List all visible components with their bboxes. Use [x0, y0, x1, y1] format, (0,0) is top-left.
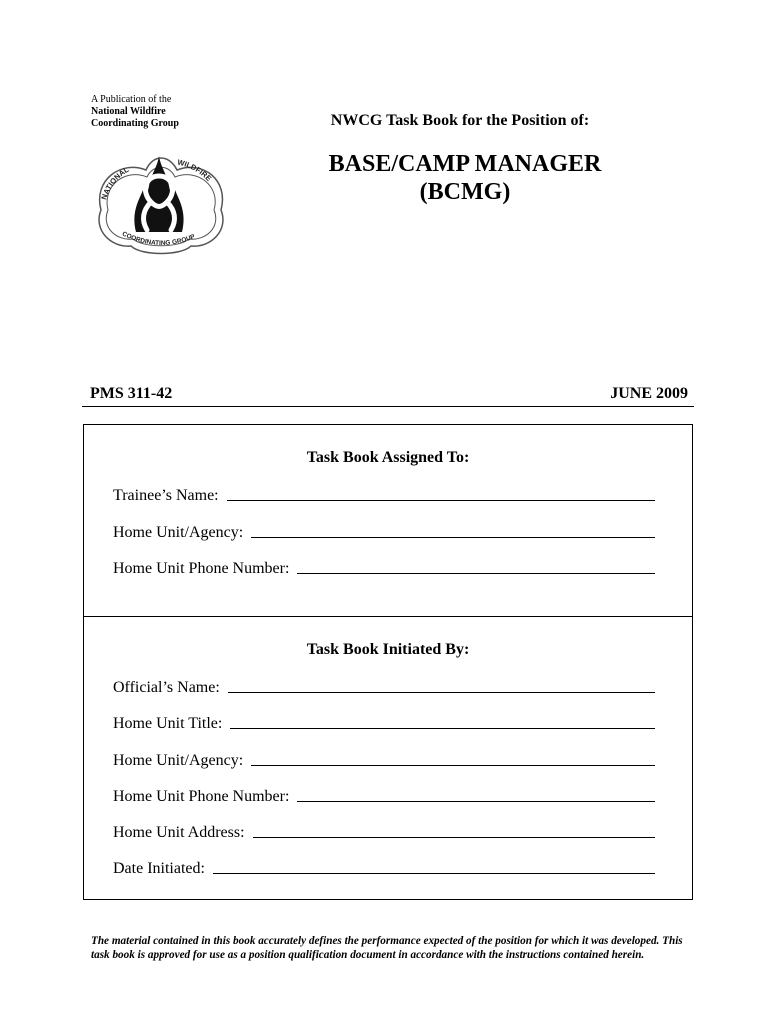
fill-line[interactable] [228, 691, 655, 693]
official-name-field[interactable] [113, 675, 655, 697]
fill-line[interactable] [297, 572, 655, 574]
fill-line[interactable] [251, 764, 655, 766]
position-title-block [230, 150, 700, 206]
trainee-name-field[interactable] [113, 483, 655, 505]
field-label: Home Unit Phone Number: [113, 560, 290, 577]
field-label: Home Unit Address: [113, 824, 245, 841]
field-label: Date Initiated: [113, 860, 205, 877]
nwcg-logo-icon [91, 150, 231, 260]
svg-text:WILDFIRE [177, 158, 214, 183]
field-label: Home Unit/Agency: [113, 752, 244, 769]
field-label: Home Unit/Agency: [113, 524, 244, 541]
trainee-agency-field[interactable] [113, 520, 655, 542]
official-title-field[interactable] [113, 711, 655, 733]
section-heading: Task Book Assigned To: [306, 449, 470, 466]
approval-note: The material contained in this book accurately defines the performance expected of the position for which it was developed. This task book is approved for use as a position qualification document in accordance with the instructions contained herein. [91, 935, 683, 961]
pms-code: PMS 311-42 [90, 385, 173, 402]
official-agency-field[interactable] [113, 748, 655, 770]
fill-line[interactable] [227, 499, 655, 501]
fill-line[interactable] [230, 727, 655, 729]
official-address-field[interactable] [113, 820, 655, 842]
logo-text: COORDINATING GROUP [120, 230, 197, 248]
svg-text:COORDINATING GROUP [121, 230, 197, 247]
official-phone-field[interactable] [113, 784, 655, 806]
trainee-phone-field[interactable] [113, 556, 655, 578]
publication-date: JUNE 2009 [610, 385, 688, 402]
assigned-to-section [83, 424, 693, 617]
fill-line[interactable] [253, 836, 655, 838]
publisher-name-line: National Wildfire [91, 106, 166, 117]
field-label: Home Unit Title: [113, 715, 223, 732]
fill-line[interactable] [297, 800, 655, 802]
initiated-by-section [83, 616, 693, 900]
fill-line[interactable] [251, 536, 655, 538]
header-intro: NWCG Task Book for the Position of: [330, 112, 590, 129]
publisher-name-line: Coordinating Group [91, 118, 179, 129]
publisher-block [91, 94, 179, 130]
logo-text: NATIONAL [99, 164, 131, 201]
pms-row [82, 385, 694, 407]
field-label: Official’s Name: [113, 679, 220, 696]
position-title: BASE/CAMP MANAGER [328, 151, 602, 177]
fill-line[interactable] [213, 872, 655, 874]
publisher-line: A Publication of the [91, 94, 172, 105]
date-initiated-field[interactable] [113, 856, 655, 878]
logo-text: WILDFIRE [176, 157, 214, 184]
position-abbreviation: (BCMG) [419, 179, 511, 205]
field-label: Home Unit Phone Number: [113, 788, 290, 805]
field-label: Trainee’s Name: [113, 487, 219, 504]
section-heading: Task Book Initiated By: [306, 641, 470, 658]
